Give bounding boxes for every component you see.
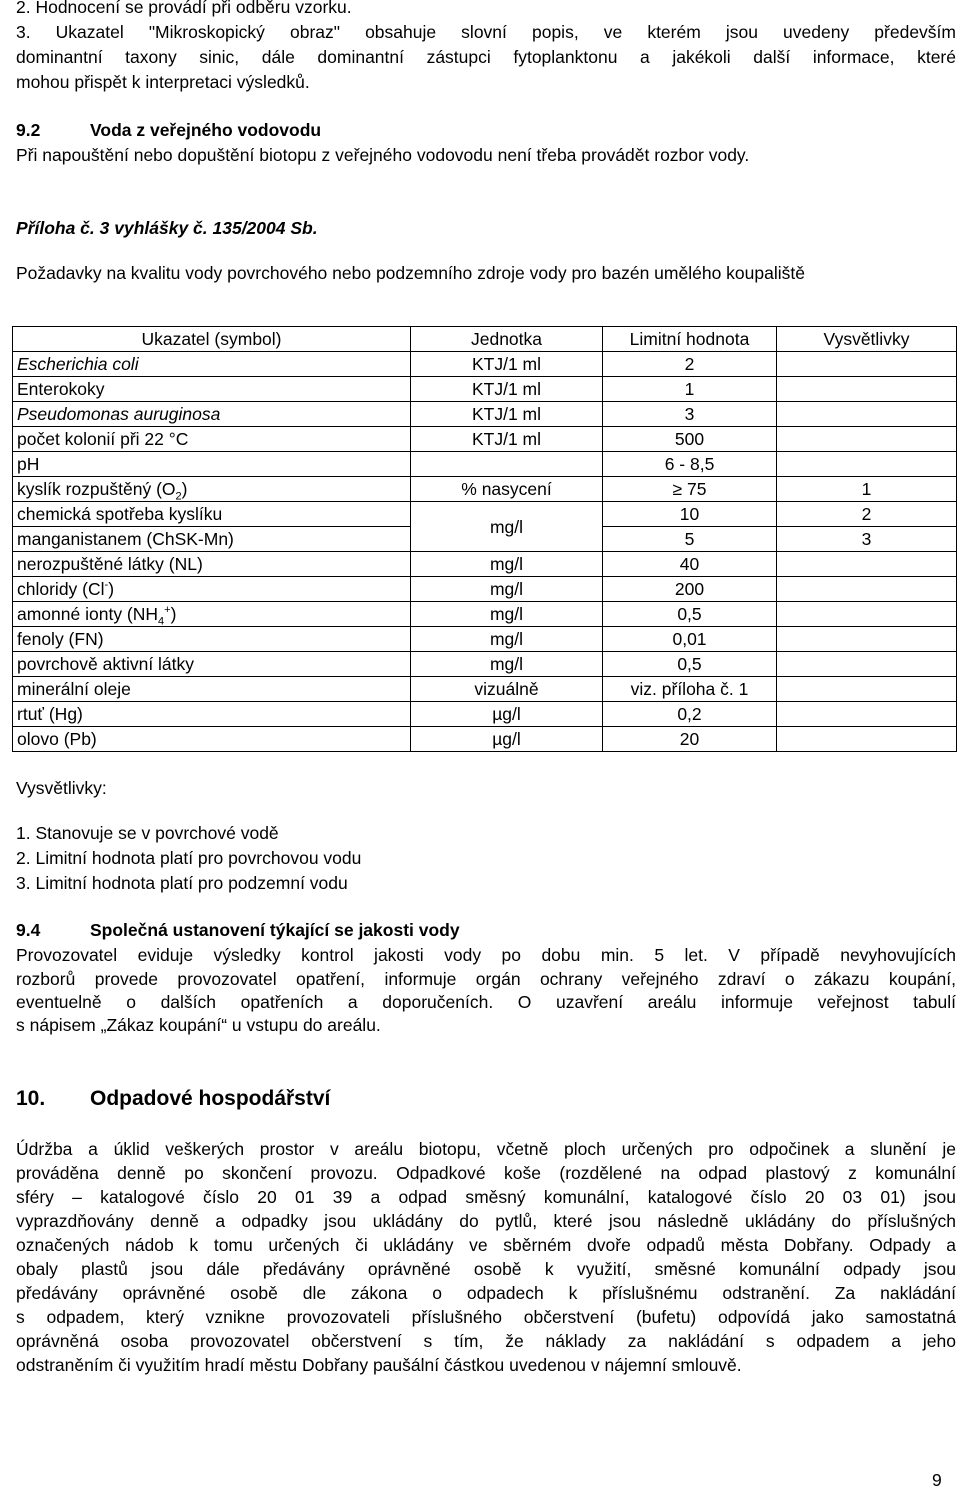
cell-note — [777, 602, 957, 627]
cell-note — [777, 552, 957, 577]
cell-limit: 200 — [603, 577, 777, 602]
indicator-text-end: ) — [108, 579, 115, 599]
cell-limit: viz. příloha č. 1 — [603, 677, 777, 702]
cell-unit: KTJ/1 ml — [411, 427, 603, 452]
cell-unit: KTJ/1 ml — [411, 402, 603, 427]
section-9-2-title: Voda z veřejného vodovodu — [90, 120, 322, 140]
table-row — [13, 502, 957, 527]
section-9-4-line-3: eventuelně o dalších opatřeních a doporučeních. O uzavření areálu informuje veřejnost tabulí — [16, 992, 956, 1012]
cell-indicator: Enterokoky — [13, 377, 411, 402]
indicator-text: kyslík rozpuštěný (O — [17, 479, 176, 499]
section-10-line-6: obaly plastů jsou dále předávány oprávněné osobě k využití, směsné komunální odpady jsou — [16, 1259, 956, 1279]
section-10-line-5: označených nádob k tomu určených či ukládány ve sběrném dvoře odpadů města Dobřany. Odpady a — [16, 1235, 956, 1255]
annex-subtitle: Požadavky na kvalitu vody povrchového nebo podzemního zdroje vody pro bazén umělého koupaliště — [16, 263, 805, 283]
table-row — [13, 677, 957, 702]
cell-indicator: chemická spotřeba kyslíku — [13, 502, 411, 527]
superscript: + — [164, 604, 171, 617]
section-10-line-7: předávány oprávněné osobě dle zákona o odpadech k příslušnému odstranění. Za nakládání — [16, 1283, 956, 1303]
section-9-4-line-4: s nápisem „Zákaz koupání“ u vstupu do areálu. — [16, 1015, 381, 1035]
cell-note — [777, 652, 957, 677]
cell-indicator: fenoly (FN) — [13, 627, 411, 652]
cell-unit: KTJ/1 ml — [411, 352, 603, 377]
cell-unit: KTJ/1 ml — [411, 377, 603, 402]
indicator-text-end: ) — [181, 479, 188, 499]
cell-note — [777, 577, 957, 602]
cell-unit: vizuálně — [411, 677, 603, 702]
list-item-3-line-2: dominantní taxony sinic, dále dominantní zástupci fytoplanktonu a jakékoli další informace, které — [16, 47, 956, 67]
table-row — [13, 427, 957, 452]
section-10-number: 10. — [16, 1087, 46, 1110]
section-10-line-4: vyprazdňovány denně a odpadky jsou ukládány do pytlů, které jsou následně ukládány do příslušných — [16, 1211, 956, 1231]
cell-note — [777, 677, 957, 702]
table-row — [13, 702, 957, 727]
header-limit: Limitní hodnota — [603, 327, 777, 352]
cell-unit: mg/l — [411, 652, 603, 677]
indicator-text: amonné ionty (NH — [17, 604, 159, 624]
cell-limit: 2 — [603, 352, 777, 377]
cell-unit: µg/l — [411, 727, 603, 752]
section-9-4-title: Společná ustanovení týkající se jakosti vody — [90, 920, 460, 940]
cell-limit: ≥ 75 — [603, 477, 777, 502]
cell-unit: mg/l — [411, 502, 603, 552]
subscript: 4 — [158, 615, 165, 628]
table-row — [13, 402, 957, 427]
section-10-line-3: sféry – katalogové číslo 20 01 39 a odpad směsný komunální, katalogové číslo 20 03 01) jsou — [16, 1187, 956, 1207]
annex-title: Příloha č. 3 vyhlášky č. 135/2004 Sb. — [16, 218, 318, 238]
cell-unit: mg/l — [411, 602, 603, 627]
section-10-title: Odpadové hospodářství — [90, 1087, 331, 1110]
table-row — [13, 602, 957, 627]
cell-indicator: nerozpuštěné látky (NL) — [13, 552, 411, 577]
cell-indicator: počet kolonií při 22 °C — [13, 427, 411, 452]
section-9-2-text: Při napouštění nebo dopuštění biotopu z veřejného vodovodu není třeba provádět rozbor vody. — [16, 145, 750, 165]
cell-limit: 10 — [603, 502, 777, 527]
cell-unit — [411, 452, 603, 477]
cell-indicator: minerální oleje — [13, 677, 411, 702]
cell-note — [777, 627, 957, 652]
section-10-line-10: odstraněním či využitím hradí městu Dobřany paušální částkou uvedenou v nájemní smlouvě. — [16, 1355, 742, 1375]
page-number: 9 — [932, 1470, 942, 1490]
table-header-row — [13, 327, 957, 352]
cell-note — [777, 452, 957, 477]
cell-note — [777, 402, 957, 427]
table-row — [13, 627, 957, 652]
table-row — [13, 377, 957, 402]
cell-unit: mg/l — [411, 627, 603, 652]
note-item-3: 3. Limitní hodnota platí pro podzemní vodu — [16, 873, 348, 893]
water-quality-table — [12, 326, 957, 752]
list-item-3-line-3: mohou přispět k interpretaci výsledků. — [16, 72, 310, 92]
cell-note — [777, 377, 957, 402]
subscript: 2 — [175, 490, 182, 503]
cell-note: 1 — [777, 477, 957, 502]
cell-limit: 6 - 8,5 — [603, 452, 777, 477]
table-row — [13, 552, 957, 577]
cell-limit: 40 — [603, 552, 777, 577]
header-notes: Vysvětlivky — [777, 327, 957, 352]
section-10-line-9: oprávněná osoba provozovatel občerstvení s tím, že náklady za nakládání s odpadem a jeho — [16, 1331, 956, 1351]
table-row — [13, 727, 957, 752]
cell-limit: 0,01 — [603, 627, 777, 652]
cell-note: 3 — [777, 527, 957, 552]
indicator-text-end: ) — [170, 604, 177, 624]
cell-limit: 5 — [603, 527, 777, 552]
cell-limit: 0,5 — [603, 652, 777, 677]
table-row — [13, 352, 957, 377]
header-unit: Jednotka — [411, 327, 603, 352]
section-9-4-number: 9.4 — [16, 920, 41, 940]
cell-note — [777, 702, 957, 727]
cell-note — [777, 352, 957, 377]
cell-limit: 20 — [603, 727, 777, 752]
list-item-3-line-1: 3. Ukazatel "Mikroskopický obraz" obsahuje slovní popis, ve kterém jsou uvedeny především — [16, 22, 956, 42]
cell-unit: % nasycení — [411, 477, 603, 502]
cell-indicator — [13, 477, 411, 502]
section-9-4-line-1: Provozovatel eviduje výsledky kontrol jakosti vody po dobu min. 5 let. V případě nevyhovujících — [16, 945, 956, 965]
note-item-2: 2. Limitní hodnota platí pro povrchovou vodu — [16, 848, 362, 868]
header-indicator: Ukazatel (symbol) — [13, 327, 411, 352]
indicator-text: chloridy (Cl — [17, 579, 105, 599]
table-row — [13, 477, 957, 502]
note-item-1: 1. Stanovuje se v povrchové vodě — [16, 823, 279, 843]
cell-limit: 0,5 — [603, 602, 777, 627]
table-row — [13, 652, 957, 677]
cell-indicator: rtuť (Hg) — [13, 702, 411, 727]
section-10-line-8: s odpadem, který vznikne provozovateli příslušného občerstvení (bufetu) odpovídá jako samostatná — [16, 1307, 956, 1327]
cell-note — [777, 727, 957, 752]
cell-unit: mg/l — [411, 552, 603, 577]
cell-limit: 1 — [603, 377, 777, 402]
cell-indicator — [13, 602, 411, 627]
cell-limit: 500 — [603, 427, 777, 452]
cell-indicator: olovo (Pb) — [13, 727, 411, 752]
section-10-line-2: prováděna denně po skončení provozu. Odpadkové koše (rozdělené na odpad plastový z komunální — [16, 1163, 956, 1183]
table-row — [13, 577, 957, 602]
cell-note — [777, 427, 957, 452]
list-item-2: 2. Hodnocení se provádí při odběru vzorku. — [16, 0, 352, 17]
notes-title: Vysvětlivky: — [16, 778, 107, 798]
table-row — [13, 452, 957, 477]
section-9-2-number: 9.2 — [16, 120, 41, 140]
superscript: - — [104, 579, 109, 592]
cell-indicator: pH — [13, 452, 411, 477]
section-10-line-1: Údržba a úklid veškerých prostor v areálu biotopu, včetně ploch určených pro odpočinek a slunění je — [16, 1139, 956, 1159]
cell-indicator — [13, 577, 411, 602]
cell-note: 2 — [777, 502, 957, 527]
cell-limit: 3 — [603, 402, 777, 427]
cell-indicator: Pseudomonas auruginosa — [13, 402, 411, 427]
cell-indicator: manganistanem (ChSK-Mn) — [13, 527, 411, 552]
cell-unit: µg/l — [411, 702, 603, 727]
section-9-4-line-2: rozborů provede provozovatel opatření, informuje orgán ochrany veřejného zdraví o zákazu koupání, — [16, 969, 956, 989]
cell-limit: 0,2 — [603, 702, 777, 727]
cell-indicator: Escherichia coli — [13, 352, 411, 377]
cell-indicator: povrchově aktivní látky — [13, 652, 411, 677]
cell-unit: mg/l — [411, 577, 603, 602]
